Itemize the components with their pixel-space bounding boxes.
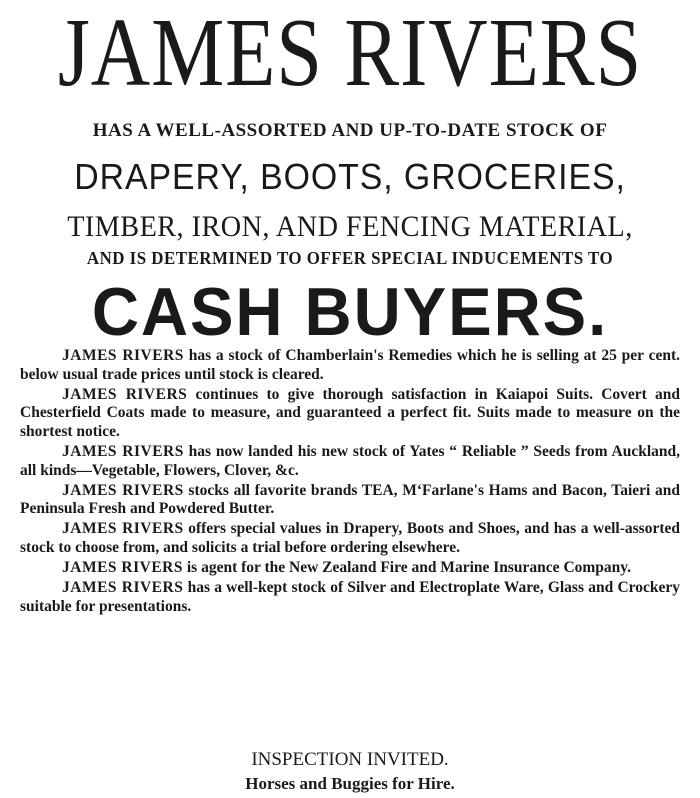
advert-cash-buyers: CASH BUYERS. [91, 274, 609, 350]
paragraph-lead-name: JAMES RIVERS [62, 520, 184, 538]
paragraph-lead-name: JAMES RIVERS [62, 579, 184, 597]
advert-subheading-materials: TIMBER, IRON, AND FENCING MATERIAL, [67, 210, 633, 243]
paragraph-text: has a stock of Chamberlain's Remedies which he is selling at 25 per cent. below usual trade prices until stock is cleared. [20, 347, 680, 383]
advert-subheading-goods: DRAPERY, BOOTS, GROCERIES, [74, 156, 626, 197]
advert-inspection-invited: INSPECTION INVITED. [251, 749, 449, 770]
paragraph-lead-name: JAMES RIVERS [62, 481, 184, 499]
paragraph-lead-name: JAMES RIVERS [62, 385, 188, 403]
advert-paragraph [20, 579, 680, 616]
advert-headline: JAMES RIVERS [57, 0, 643, 107]
paragraph-text: has a well-kept stock of Silver and Electroplate Ware, Glass and Crockery suitable for presentations. [20, 579, 680, 615]
advert-paragraph [20, 443, 680, 480]
paragraph-text: offers special values in Drapery, Boots and Shoes, and has a well-assorted stock to choose from, and solicits a trial before ordering elsewhere. [20, 520, 680, 556]
advert-subheading-stock: HAS A WELL-ASSORTED AND UP-TO-DATE STOCK OF [92, 120, 608, 141]
paragraph-text: is agent for the New Zealand Fire and Marine Insurance Company. [182, 559, 632, 577]
advert-subheading-inducements: AND IS DETERMINED TO OFFER SPECIAL INDUCEMENTS TO [86, 248, 614, 268]
paragraph-text: has now landed his new stock of Yates “ Reliable ” Seeds from Auckland, all kinds—Vegetable, Flowers, Clover, &c. [20, 442, 680, 479]
paragraph-lead-name: JAMES RIVERS [62, 442, 184, 460]
paragraph-text: continues to give thorough satisfaction in Kaiapoi Suits. Covert and Chesterfield Coats made to measure, and guaranteed a perfect fit. Suits made to measure on the shortest notice. [20, 385, 680, 440]
advert-paragraph [20, 347, 680, 384]
paragraph-lead-name: JAMES RIVERS [62, 347, 184, 364]
advert-horses-buggies: Horses and Buggies for Hire. [245, 774, 455, 793]
paragraph-text: stocks all favorite brands TEA, M‘Farlane's Hams and Bacon, Taieri and Peninsula Fresh and Powdered Butter. [20, 481, 680, 518]
paragraph-lead-name: JAMES RIVERS [62, 559, 183, 577]
advert-paragraph [20, 482, 680, 519]
advert-body [20, 347, 680, 618]
advert-paragraph [20, 386, 680, 442]
advert-paragraph [20, 559, 680, 578]
advert-paragraph [20, 520, 680, 557]
